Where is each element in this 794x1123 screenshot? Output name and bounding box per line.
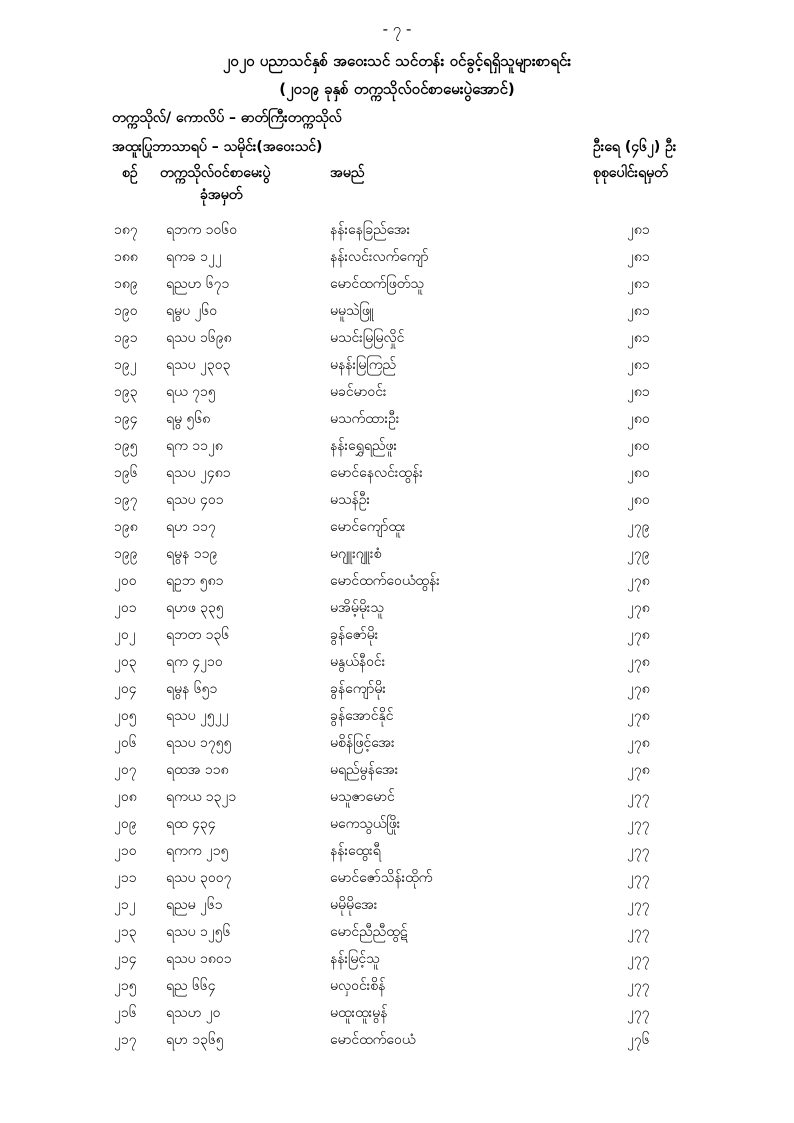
roll-number-cell: ရသပ ၃၀၀၇ [166, 870, 232, 886]
student-name-cell: မနန်းမြကြည် [330, 357, 396, 373]
table-row [0, 1030, 794, 1057]
student-name-cell: မောင်နေလင်းထွန်း [330, 465, 423, 481]
header-roll-number: တက္ကသိုလ်ဝင်စာမေးပွဲ [160, 165, 271, 181]
table-row [0, 544, 794, 571]
total-marks-cell: ၂၇၈ [627, 708, 650, 724]
header-roll-number-line2: ခုံအမှတ် [200, 187, 243, 203]
total-marks-cell: ၂၇၈ [627, 600, 650, 616]
serial-no-cell: ၂၀၉ [114, 816, 137, 832]
document-title: ၂၀၂၀ ပညာသင်နှစ် အဝေးသင် သင်တန်း ဝင်ခွင့်ရရှိသူများစာရင်း [222, 52, 572, 70]
total-marks-cell: ၂၈၀ [627, 492, 650, 508]
table-row [0, 517, 794, 544]
roll-number-cell: ရက ၄၂၁၀ [166, 654, 223, 670]
serial-no-cell: ၁၉၀ [114, 303, 138, 319]
student-name-cell: မရည်မွန်အေး [330, 762, 399, 778]
roll-number-cell: ရယ ၇၁၅ [166, 384, 216, 400]
table-row [0, 679, 794, 706]
total-marks-cell: ၂၇၇ [627, 789, 650, 805]
table-row [0, 598, 794, 625]
table-row [0, 868, 794, 895]
student-name-cell: မောင်ထက်ဖြတ်သူ [330, 276, 424, 292]
roll-number-cell: ရမွပ ၂၆၀ [166, 303, 218, 319]
total-marks-cell: ၂၇၈ [627, 627, 650, 643]
serial-no-cell: ၂၀၂ [114, 627, 136, 643]
table-row [0, 652, 794, 679]
roll-number-cell: ရမွန ၆၅၁ [166, 681, 218, 697]
student-name-cell: နန်းလင်းလက်ကျော် [330, 249, 429, 265]
roll-number-cell: ရသဟ ၂၀ [166, 1005, 221, 1021]
table-row [0, 895, 794, 922]
total-marks-cell: ၂၈၀ [627, 411, 650, 427]
total-marks-cell: ၂၈၁ [627, 303, 650, 319]
table-row [0, 841, 794, 868]
roll-number-cell: ရသပ ၁၂၅၆ [166, 924, 231, 940]
roll-number-cell: ရဟ ၁၃၆၅ [166, 1032, 224, 1048]
roll-number-cell: ရသပ ၁၈၀၁ [166, 951, 232, 967]
table-row [0, 274, 794, 301]
student-name-cell: ခွန်အောင်နိုင် [330, 708, 394, 724]
student-name-cell: မထူးထူးမွန် [330, 1005, 388, 1021]
serial-no-cell: ၂၁၂ [114, 897, 136, 913]
roll-number-cell: ရညမ ၂၆၁ [166, 897, 223, 913]
roll-number-cell: ရဟ ၁၁၇ [166, 519, 216, 535]
serial-no-cell: ၁၈၇ [114, 222, 138, 238]
student-name-cell: မောင်ဇော်သိန်းထိုက် [330, 870, 433, 886]
roll-number-cell: ရကခ ၁၂၂ [166, 249, 222, 265]
total-marks-cell: ၂၈၁ [627, 357, 650, 373]
serial-no-cell: ၁၉၃ [114, 384, 138, 400]
serial-no-cell: ၂၁၆ [114, 1005, 137, 1021]
table-row [0, 301, 794, 328]
roll-number-cell: ရမွ ၅၆၈ [166, 411, 211, 427]
student-name-cell: နန်းမြင့်သူ [330, 951, 380, 967]
table-row [0, 328, 794, 355]
serial-no-cell: ၂၁၅ [114, 978, 137, 994]
roll-number-cell: ရသပ ၂၅၂၂ [166, 708, 229, 724]
roll-number-cell: ရသပ ၄၀၁ [166, 492, 224, 508]
header-total-marks: စုစုပေါင်းရမှတ် [593, 165, 668, 181]
serial-no-cell: ၂၀၇ [114, 762, 137, 778]
serial-no-cell: ၂၀၀ [114, 573, 137, 589]
table-row [0, 220, 794, 247]
student-name-cell: မသက်ထားဦး [330, 411, 400, 427]
student-name-cell: မခင်မာဝင်း [330, 384, 387, 400]
total-marks-cell: ၂၇၈ [627, 762, 650, 778]
total-marks-cell: ၂၈၁ [627, 330, 650, 346]
serial-no-cell: ၁၉၅ [114, 438, 138, 454]
table-row [0, 490, 794, 517]
total-marks-cell: ၂၈၁ [627, 276, 650, 292]
total-marks-cell: ၂၈၁ [627, 249, 650, 265]
student-name-cell: မောင်ထက်ဝေယံထွန်း [330, 573, 440, 589]
roll-number-cell: ရက ၁၁၂၈ [166, 438, 223, 454]
student-name-cell: မမိုမိုအေး [330, 897, 378, 913]
total-marks-cell: ၂၈၀ [627, 465, 650, 481]
total-marks-cell: ၂၇၉ [627, 519, 650, 535]
total-marks-cell: ၂၇၈ [627, 681, 650, 697]
table-row [0, 922, 794, 949]
serial-no-cell: ၁၉၉ [114, 546, 138, 562]
serial-no-cell: ၂၁၀ [114, 843, 137, 859]
roll-number-cell: ရထအ ၁၁၈ [166, 762, 229, 778]
roll-number-cell: ရထ ၄၃၄ [166, 816, 216, 832]
student-name-cell: မနွယ်နီဝင်း [330, 654, 386, 670]
total-marks-cell: ၂၇၆ [627, 1032, 650, 1048]
serial-no-cell: ၁၉၄ [114, 411, 138, 427]
table-row [0, 463, 794, 490]
roll-number-cell: ရဟဖ ၃၃၅ [166, 600, 224, 616]
roll-number-cell: ရသပ ၁၇၅၅ [166, 735, 232, 751]
serial-no-cell: ၂၀၁ [114, 600, 137, 616]
total-marks-cell: ၂၇၇ [627, 897, 650, 913]
table-row [0, 760, 794, 787]
student-name-cell: မောင်ကျော်ထူး [330, 519, 406, 535]
student-name-cell: မစိန်ဖြင့်အေး [330, 735, 395, 751]
serial-no-cell: ၁၈၈ [114, 249, 138, 265]
serial-no-cell: ၂၁၁ [114, 870, 137, 886]
total-marks-cell: ၂၇၇ [627, 816, 650, 832]
table-row [0, 976, 794, 1003]
roll-number-cell: ရသပ ၂၃၀၃ [166, 357, 231, 373]
total-marks-cell: ၂၇၇ [627, 843, 650, 859]
student-name-cell: မကေသွယ်ဖြိုး [330, 816, 401, 832]
table-row [0, 787, 794, 814]
total-marks-cell: ၂၇၇ [627, 924, 650, 940]
student-count: ဦးရေ (၄၆၂) ဦး [593, 139, 677, 155]
roll-number-cell: ရမွန ၁၁၉ [166, 546, 218, 562]
roll-number-cell: ရဥဘ ၅၈၁ [166, 573, 224, 589]
table-row [0, 1003, 794, 1030]
student-name-cell: မမူသဲဖြူ [330, 303, 374, 319]
roll-number-cell: ရဘတ ၁၃၆ [166, 627, 230, 643]
roll-number-cell: ရညဟ ၆၇၁ [166, 276, 230, 292]
serial-no-cell: ၂၀၈ [114, 789, 137, 805]
serial-no-cell: ၁၉၈ [114, 519, 138, 535]
student-name-cell: မသင်းမြမြလှိုင် [330, 330, 405, 346]
table-row [0, 814, 794, 841]
table-row [0, 625, 794, 652]
total-marks-cell: ၂၇၈ [627, 654, 650, 670]
serial-no-cell: ၁၉၆ [114, 465, 138, 481]
serial-no-cell: ၂၀၄ [114, 681, 137, 697]
serial-no-cell: ၂၀၅ [114, 708, 137, 724]
header-serial-no: စဉ် [122, 165, 138, 181]
student-name-cell: နန်းရွှေရည်ဖူး [330, 438, 398, 454]
student-name-cell: မောင်ညီညီထွဋ် [330, 924, 408, 940]
student-name-cell: မသူဇာမောင် [330, 789, 395, 805]
table-row [0, 247, 794, 274]
roll-number-cell: ရဘက ၁၀၆၀ [166, 222, 238, 238]
serial-no-cell: ၂၁၄ [114, 951, 137, 967]
total-marks-cell: ၂၇၇ [627, 951, 650, 967]
roll-number-cell: ရကက ၂၁၅ [166, 843, 229, 859]
roll-number-cell: ရသပ ၁၆၉၈ [166, 330, 232, 346]
university-line: တက္ကသိုလ်/ ကောလိပ် – ဓာ​တ်ကြီးတက္ကသိုလ် [112, 110, 342, 126]
roll-number-cell: ရသပ ၂၄၈၁ [166, 465, 231, 481]
page-number: - ၇ - [382, 20, 412, 38]
total-marks-cell: ၂၇၉ [627, 546, 650, 562]
student-list [0, 220, 794, 1057]
total-marks-cell: ၂၈၁ [627, 222, 650, 238]
total-marks-cell: ၂၇၇ [627, 870, 650, 886]
roll-number-cell: ရကယ ၁၃၂၁ [166, 789, 237, 805]
table-row [0, 949, 794, 976]
table-row [0, 571, 794, 598]
major-subject-line: အထူးပြုဘာသာရပ် – သမိုင်း(အဝေးသင်) [112, 139, 323, 155]
total-marks-cell: ၂၈၁ [627, 384, 650, 400]
document-subtitle: (၂၀၁၉ ခုနှစ် တက္ကသိုလ်ဝင်စာမေးပွဲအောင်) [279, 80, 515, 98]
table-row [0, 733, 794, 760]
serial-no-cell: ၁၉၂ [114, 357, 137, 373]
total-marks-cell: ၂၇၈ [627, 735, 650, 751]
total-marks-cell: ၂၇၇ [627, 1005, 650, 1021]
serial-no-cell: ၂၁၇ [114, 1032, 137, 1048]
serial-no-cell: ၂၀၆ [114, 735, 137, 751]
table-row [0, 355, 794, 382]
table-row [0, 436, 794, 463]
total-marks-cell: ၂၇၈ [627, 573, 650, 589]
table-row [0, 706, 794, 733]
serial-no-cell: ၁၈၉ [114, 276, 138, 292]
table-row [0, 382, 794, 409]
student-name-cell: မလှဝင်းစိန် [330, 978, 386, 994]
total-marks-cell: ၂၇၇ [627, 978, 650, 994]
student-name-cell: ခွန်ဇော်မိုး [330, 627, 379, 643]
student-name-cell: မအိမ့်မိုးသူ [330, 600, 384, 616]
student-name-cell: မဂျူးဂျူးစံ [330, 546, 382, 562]
serial-no-cell: ၂၀၃ [114, 654, 137, 670]
table-row [0, 409, 794, 436]
student-name-cell: နန်းထွေးရီ [330, 843, 381, 859]
student-name-cell: နန်းနေခြည်အေး [330, 222, 411, 238]
student-name-cell: ခွန်ကျော်မိုး [330, 681, 386, 697]
serial-no-cell: ၂၁၃ [114, 924, 137, 940]
serial-no-cell: ၁၉၇ [114, 492, 138, 508]
student-name-cell: မောင်ထက်ဝေယံ [330, 1032, 416, 1048]
student-name-cell: မသန်ဦး [330, 492, 371, 508]
roll-number-cell: ရည ၆၆၄ [166, 978, 216, 994]
total-marks-cell: ၂၈၀ [627, 438, 650, 454]
serial-no-cell: ၁၉၁ [114, 330, 138, 346]
header-name: အမည် [330, 165, 365, 181]
